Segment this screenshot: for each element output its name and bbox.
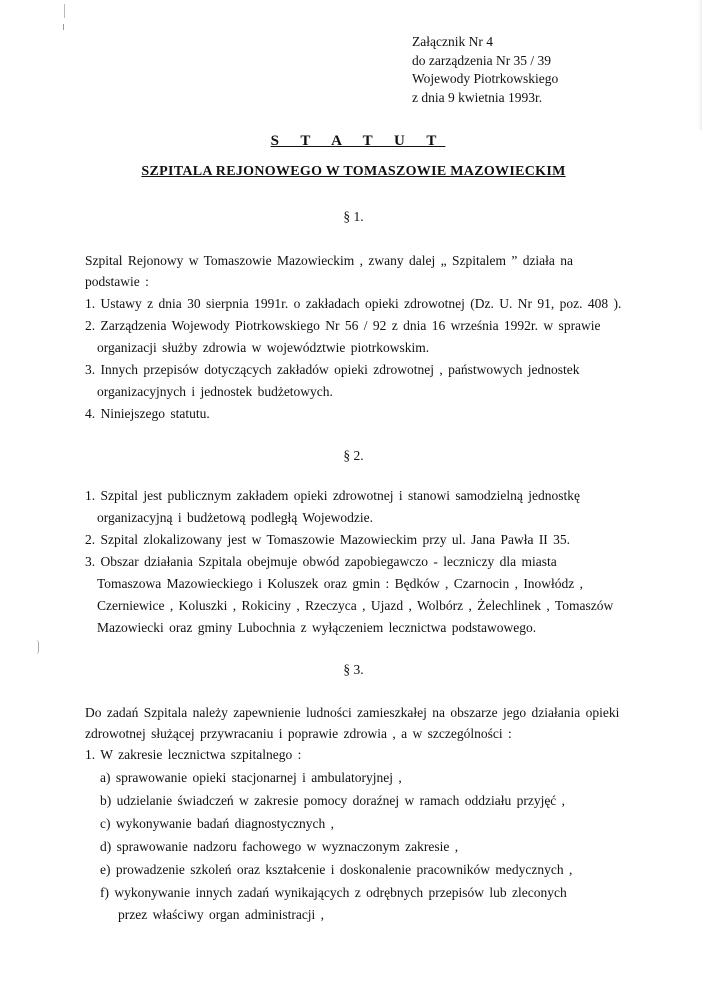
scan-mark xyxy=(63,24,64,30)
section-heading: § 1. xyxy=(343,209,364,224)
annex-header xyxy=(412,33,558,107)
annex-line: Wojewody Piotrkowskiego xyxy=(412,71,559,86)
document-title: S T A T U T xyxy=(270,133,446,149)
list-item-continuation: Tomaszowa Mazowieckiego i Koluszek oraz gmin : Będków , Czarnocin , Inowłódz , xyxy=(97,576,584,591)
list-item: 1. W zakresie lecznictwa szpitalnego : xyxy=(85,747,302,762)
list-item-continuation: organizacji służby zdrowia w województwie piotrkowskim. xyxy=(97,340,430,355)
sub-list-item-continuation: przez właściwy organ administracji , xyxy=(118,907,325,922)
sub-list-item: b) udzielanie świadczeń w zakresie pomocy doraźnej w ramach oddziału przyjęć , xyxy=(100,793,566,808)
scan-mark xyxy=(698,0,702,130)
scan-mark xyxy=(36,640,39,654)
section-heading: § 3. xyxy=(343,662,364,677)
section-heading: § 2. xyxy=(343,448,364,463)
scan-mark xyxy=(64,4,65,18)
paragraph-line: podstawie : xyxy=(85,274,149,289)
sub-list-item: c) wykonywanie badań diagnostycznych , xyxy=(100,816,335,831)
sub-list-item: f) wykonywanie innych zadań wynikających z odrębnych przepisów lub zleconych xyxy=(100,885,567,900)
list-item: 1. Ustawy z dnia 30 sierpnia 1991r. o zakładach opieki zdrowotnej (Dz. U. Nr 91, poz. 408 ). xyxy=(85,296,622,311)
paragraph-line: Szpital Rejonowy w Tomaszowie Mazowieckim , zwany dalej „ Szpitalem ” działa na xyxy=(85,253,574,268)
paragraph-line: Do zadań Szpitala należy zapewnienie ludności zamieszkałej na obszarze jego działania opieki xyxy=(85,705,620,720)
list-item: 1. Szpital jest publicznym zakładem opieki zdrowotnej i stanowi samodzielną jednostkę xyxy=(85,488,581,503)
list-item: 4. Niniejszego statutu. xyxy=(85,406,210,421)
annex-line: z dnia 9 kwietnia 1993r. xyxy=(412,89,543,105)
annex-line: do zarządzenia Nr 35 / 39 xyxy=(412,52,552,68)
sub-list-item: a) sprawowanie opieki stacjonarnej i ambulatoryjnej , xyxy=(100,770,402,785)
list-item-continuation: organizacyjnych i jednostek budżetowych. xyxy=(97,384,333,399)
annex-line: Załącznik Nr 4 xyxy=(412,34,493,49)
list-item: 2. Szpital zlokalizowany jest w Tomaszowie Mazowieckim przy ul. Jana Pawła II 35. xyxy=(85,532,571,547)
list-item: 3. Obszar działania Szpitala obejmuje obwód zapobiegawczo - leczniczy dla miasta xyxy=(85,554,557,569)
paragraph-line: zdrowotnej służącej przywracaniu i poprawie zdrowia , a w szczególności : xyxy=(85,726,512,741)
list-item-continuation: organizacyjną i budżetową podległą Wojewodzie. xyxy=(97,510,373,525)
list-item: 3. Innych przepisów dotyczących zakładów opieki zdrowotnej , państwowych jednostek xyxy=(85,362,580,377)
document-subtitle: SZPITALA REJONOWEGO W TOMASZOWIE MAZOWIECKIM xyxy=(141,164,566,179)
list-item-continuation: Mazowiecki oraz gminy Lubochnia z wyłączeniem lecznictwa podstawowego. xyxy=(97,620,537,635)
sub-list-item: e) prowadzenie szkoleń oraz kształcenie i doskonalenie pracowników medycznych , xyxy=(100,862,573,877)
sub-list-item: d) sprawowanie nadzoru fachowego w wyznaczonym zakresie , xyxy=(100,839,459,854)
list-item-continuation: Czerniewice , Koluszki , Rokiciny , Rzeczyca , Ujazd , Wolbórz , Żelechlinek , Tomaszów xyxy=(97,598,614,613)
list-item: 2. Zarządzenia Wojewody Piotrkowskiego Nr 56 / 92 z dnia 16 września 1992r. w sprawie xyxy=(85,318,601,333)
